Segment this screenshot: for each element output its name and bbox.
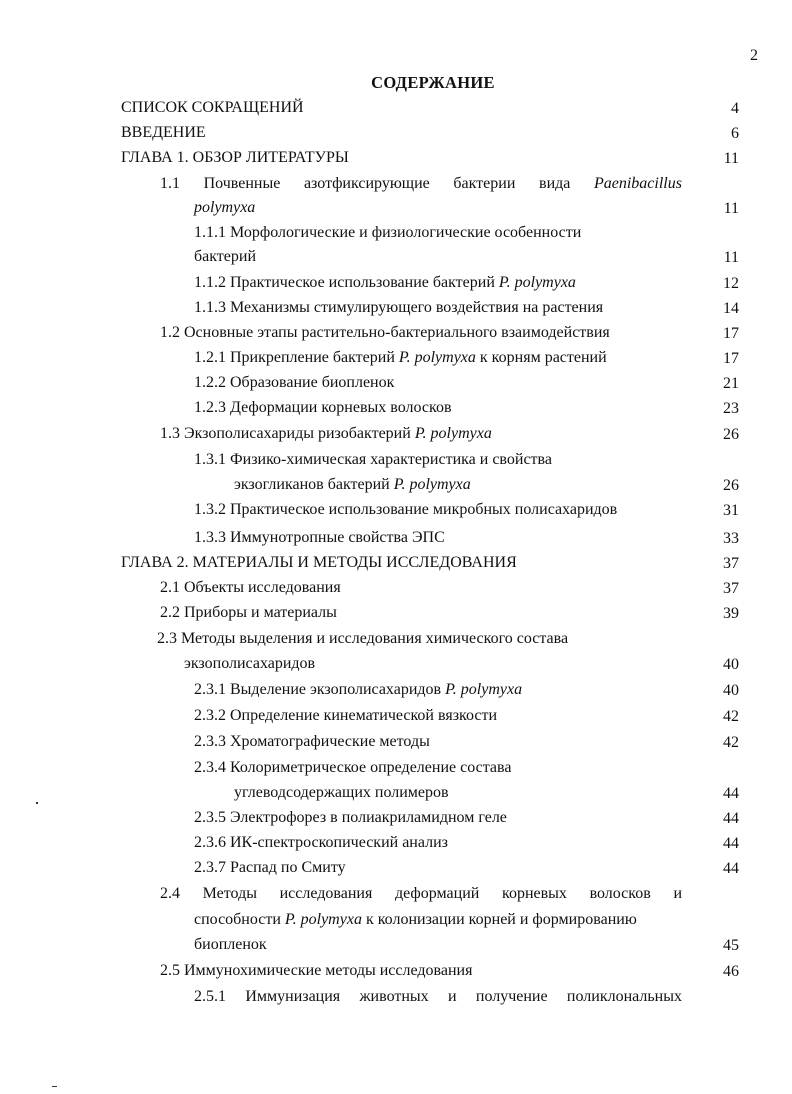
toc-entry-2-4-line1 — [160, 884, 682, 904]
scan-speck — [52, 1086, 57, 1087]
toc-2-4-word: Методы — [202, 885, 257, 902]
toc-entry-1-1-1-line1: 1.1.1 Морфологические и физиологические особенности — [194, 224, 582, 241]
toc-2-3-1-italic: P. polymyxa — [445, 681, 523, 698]
toc-1-2-1-text: 1.2.1 Прикрепление бактерий — [194, 349, 399, 366]
toc-2-5-1-word: животных — [359, 988, 429, 1005]
toc-2-4-word: исследования — [279, 885, 373, 902]
toc-page-1-3-2: 31 — [723, 502, 739, 519]
toc-page-chapter-1: 11 — [723, 150, 739, 167]
toc-page-2-3: 40 — [723, 656, 739, 673]
toc-entry-2-3-5: 2.3.5 Электрофорез в полиакриламидном геле — [194, 809, 507, 826]
toc-page-1-2-3: 23 — [723, 400, 739, 417]
toc-page-2-3-7: 44 — [723, 860, 739, 877]
toc-entry-1-3-3: 1.3.3 Иммунотропные свойства ЭПС — [194, 529, 445, 546]
toc-entry-1-2-3: 1.2.3 Деформации корневых волосков — [194, 399, 452, 416]
toc-1-3-1-italic: P. polymyxa — [393, 476, 471, 493]
toc-entry-2-3-7: 2.3.7 Распад по Смиту — [194, 859, 346, 876]
toc-entry-2-4-line3: биопленок — [194, 936, 267, 953]
toc-page-1-3-1: 26 — [723, 477, 739, 494]
toc-1-1-word: Почвенные — [203, 175, 281, 192]
toc-2-5-1-word: поликлональных — [566, 988, 682, 1005]
toc-entry-1-1-2 — [194, 273, 576, 293]
toc-entry-1-1-line2 — [194, 198, 255, 218]
toc-1-1-genus: Paenibacillus — [593, 175, 682, 192]
toc-entry-2-5: 2.5 Иммунохимические методы исследования — [160, 962, 473, 979]
toc-entry-1-1-3: 1.1.3 Механизмы стимулирующего воздействия на растения — [194, 299, 604, 316]
toc-page-2-3-4: 44 — [723, 785, 739, 802]
toc-page-2-3-2: 42 — [723, 708, 739, 725]
toc-page-1-1-3: 14 — [723, 300, 739, 317]
toc-page-2-4: 45 — [723, 937, 739, 954]
toc-page-1-3: 26 — [723, 426, 739, 443]
toc-page-2-3-3: 42 — [723, 734, 739, 751]
scan-speck — [36, 802, 38, 804]
page-title: СОДЕРЖАНИЕ — [371, 73, 495, 92]
toc-entry-chapter-1: ГЛАВА 1. ОБЗОР ЛИТЕРАТУРЫ — [121, 149, 349, 166]
toc-entry-1-3-1-line1: 1.3.1 Физико-химическая характеристика и свойства — [194, 451, 552, 468]
toc-entry-2-3-6: 2.3.6 ИК-спектроскопический анализ — [194, 834, 448, 851]
toc-page-2-1: 37 — [723, 580, 739, 597]
toc-1-3-1-text: экзогликанов бактерий — [234, 476, 394, 493]
toc-2-3-1-text: 2.3.1 Выделение экзополисахаридов — [194, 681, 446, 698]
toc-2-5-1-word: Иммунизация — [245, 988, 341, 1005]
page-number: 2 — [750, 47, 758, 64]
toc-entry-2-3-2: 2.3.2 Определение кинематической вязкости — [194, 707, 498, 724]
toc-1-1-2-text: 1.1.2 Практическое использование бактерий — [194, 274, 499, 291]
toc-2-4-text-end: к колонизации корней и формированию — [361, 911, 637, 928]
toc-2-4-number: 2.4 — [160, 885, 180, 902]
toc-2-5-1-word: 2.5.1 — [194, 988, 226, 1005]
toc-entry-2-2: 2.2 Приборы и материалы — [160, 604, 337, 621]
toc-page-1-2-1: 17 — [723, 350, 739, 367]
toc-page-1-2-2: 21 — [723, 375, 739, 392]
toc-entry-1-3-2: 1.3.2 Практическое использование микробных полисахаридов — [194, 501, 618, 518]
toc-entry-2-5-1-line1 — [194, 987, 682, 1007]
toc-page-1-1: 11 — [723, 200, 739, 217]
toc-1-2-1-italic: P. polymyxa — [398, 349, 476, 366]
toc-page-2-2: 39 — [723, 605, 739, 622]
toc-entry-1-1-line1 — [160, 174, 682, 194]
toc-page-1-3-3: 33 — [723, 530, 739, 547]
toc-entry-2-3-3: 2.3.3 Хроматографические методы — [194, 733, 430, 750]
toc-1-1-word: азотфиксирующие — [303, 175, 430, 192]
toc-entry-2-3-line1: 2.3 Методы выделения и исследования химического состава — [157, 630, 569, 647]
toc-entry-1-3-1-line2 — [234, 475, 471, 495]
toc-page-introduction: 6 — [731, 125, 739, 142]
toc-entry-abbreviations: СПИСОК СОКРАЩЕНИЙ — [121, 99, 304, 116]
toc-page-2-3-1: 40 — [723, 682, 739, 699]
toc-entry-2-3-4-line1: 2.3.4 Колориметрическое определение состава — [194, 759, 512, 776]
toc-entry-1-2-1 — [194, 348, 607, 368]
toc-1-3-text: 1.3 Экзополисахариды ризобактерий — [160, 425, 415, 442]
toc-1-1-number: 1.1 — [160, 175, 180, 192]
toc-page-1-2: 17 — [723, 325, 739, 342]
toc-entry-1-2: 1.2 Основные этапы растительно-бактериального взаимодействия — [160, 324, 610, 341]
toc-1-2-1-text-end: к корням растений — [475, 349, 607, 366]
toc-page-2-3-5: 44 — [723, 810, 739, 827]
toc-entry-2-3-line2: экзополисахаридов — [184, 655, 316, 672]
toc-2-4-word: волосков — [589, 885, 651, 902]
toc-1-3-italic: P. polymyxa — [414, 425, 492, 442]
toc-1-1-2-italic: P. polymyxa — [498, 274, 576, 291]
toc-page-1-1-1: 11 — [723, 249, 739, 266]
toc-2-4-italic: P. polymyxa — [284, 911, 362, 928]
toc-page-2-5: 46 — [723, 963, 739, 980]
toc-page-2-3-6: 44 — [723, 835, 739, 852]
toc-2-5-1-word: получение — [475, 988, 548, 1005]
toc-entry-2-4-line2 — [194, 910, 682, 930]
toc-2-4-word: и — [673, 885, 682, 902]
toc-2-4-word: деформаций — [394, 885, 480, 902]
toc-2-4-word: корневых — [501, 885, 567, 902]
toc-1-1-word: вида — [539, 175, 571, 192]
toc-entry-1-2-2: 1.2.2 Образование биопленок — [194, 374, 395, 391]
toc-2-4-text: способности — [194, 911, 285, 928]
toc-1-1-species: polymyxa — [194, 199, 256, 216]
toc-2-5-1-word: и — [447, 988, 457, 1005]
toc-page-abbreviations: 4 — [731, 100, 739, 117]
toc-entry-2-3-4-line2: углеводсодержащих полимеров — [234, 784, 449, 801]
toc-entry-2-1: 2.1 Объекты исследования — [160, 579, 341, 596]
toc-1-1-word: бактерии — [453, 175, 516, 192]
toc-page-1-1-2: 12 — [723, 275, 739, 292]
toc-entry-2-3-1 — [194, 680, 522, 700]
toc-page-chapter-2: 37 — [723, 555, 739, 572]
toc-entry-1-1-1-line2: бактерий — [194, 248, 257, 265]
toc-entry-1-3 — [160, 424, 492, 444]
toc-entry-introduction: ВВЕДЕНИЕ — [121, 124, 206, 141]
toc-entry-chapter-2: ГЛАВА 2. МАТЕРИАЛЫ И МЕТОДЫ ИССЛЕДОВАНИЯ — [121, 554, 517, 571]
